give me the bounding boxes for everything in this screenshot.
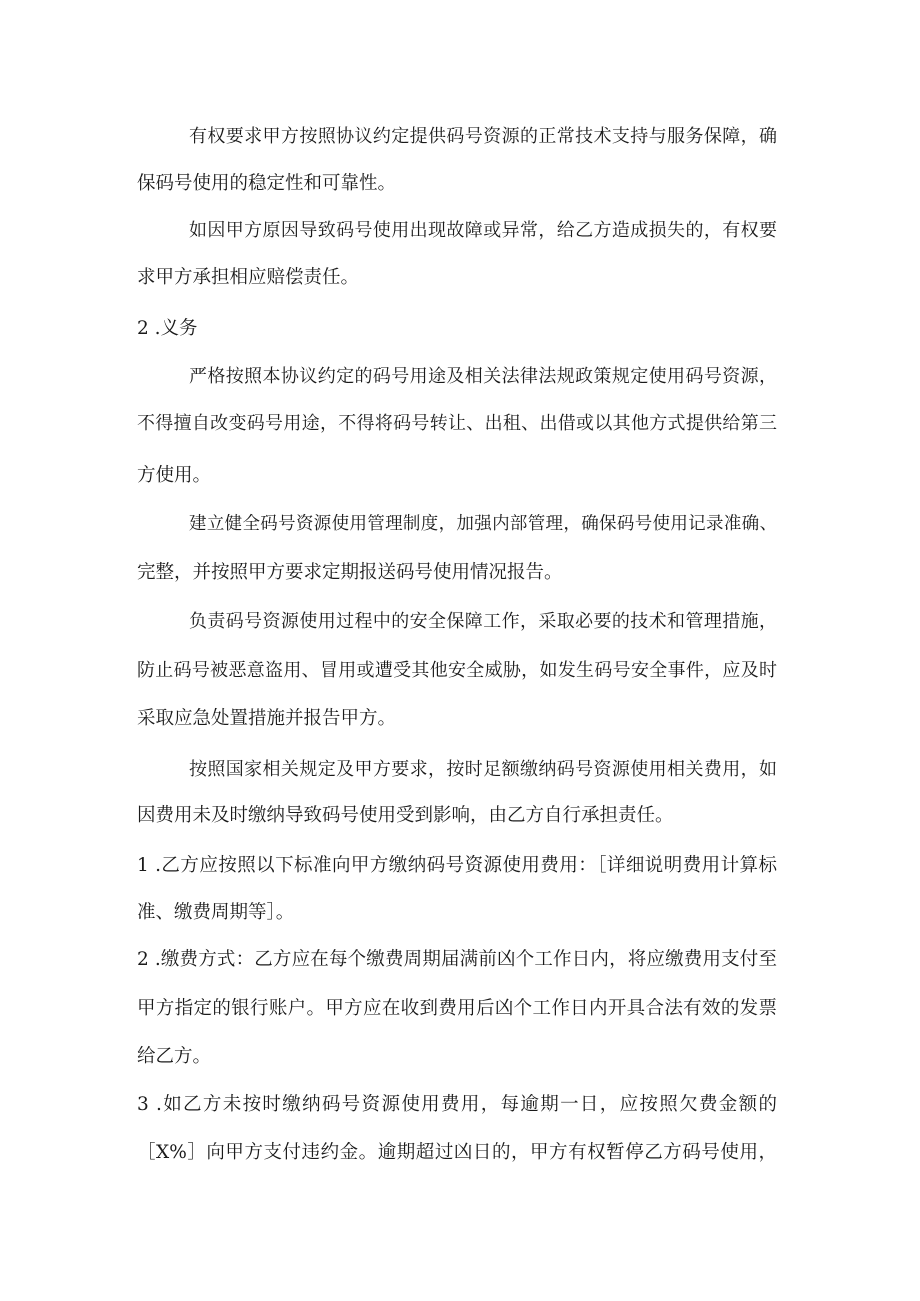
numbered-item-2-line-3: 给乙方。 [137, 1046, 212, 1067]
paragraph-4-line-1: 严格按照本协议约定的码号用途及相关法律法规政策规定使用码号资源， [189, 366, 777, 387]
numbered-item-1-line-1: 1 .乙方应按照以下标准向甲方缴纳码号资源使用费用：［详细说明费用计算标 [137, 855, 777, 876]
paragraph-4-line-3: 方使用。 [137, 465, 212, 486]
paragraph-6-line-1: 负责码号资源使用过程中的安全保障工作，采取必要的技术和管理措施， [189, 611, 777, 632]
paragraph-5-line-2: 完整，并按照甲方要求定期报送码号使用情况报告。 [137, 562, 563, 583]
paragraph-7-line-1: 按照国家相关规定及甲方要求，按时足额缴纳码号资源使用相关费用，如 [189, 759, 777, 780]
section-heading-obligations: 2 .义务 [137, 318, 198, 339]
numbered-item-2-line-1: 2 .缴费方式：乙方应在每个缴费周期届满前凶个工作日内，将应缴费用支付至 [137, 949, 777, 970]
numbered-item-3-line-1: 3 .如乙方未按时缴纳码号资源使用费用，每逾期一日，应按照欠费金额的 [137, 1094, 777, 1115]
paragraph-6-line-2: 防止码号被恶意盗用、冒用或遭受其他安全威胁，如发生码号安全事件，应及时 [137, 660, 777, 681]
paragraph-7-line-2: 因费用未及时缴纳导致码号使用受到影响，由乙方自行承担责任。 [137, 805, 674, 826]
paragraph-1-line-1: 有权要求甲方按照协议约定提供码号资源的正常技术支持与服务保障，确 [189, 126, 777, 147]
paragraph-5-line-1: 建立健全码号资源使用管理制度，加强内部管理，确保码号使用记录准确、 [189, 514, 777, 534]
numbered-item-3-line-2: ［X%］向甲方支付违约金。逾期超过凶日的，甲方有权暂停乙方码号使用， [137, 1142, 777, 1163]
paragraph-2-line-1: 如因甲方原因导致码号使用出现故障或异常，给乙方造成损失的，有权要 [189, 220, 777, 241]
numbered-item-2-line-2: 甲方指定的银行账户。甲方应在收到费用后凶个工作日内开具合法有效的发票 [137, 998, 777, 1019]
paragraph-4-line-2: 不得擅自改变码号用途，不得将码号转让、出租、出借或以其他方式提供给第三 [137, 413, 777, 434]
paragraph-2-line-2: 求甲方承担相应赔偿责任。 [137, 267, 360, 288]
paragraph-6-line-3: 采取应急处置措施并报告甲方。 [137, 708, 397, 729]
paragraph-1-line-2: 保码号使用的稳定性和可靠性。 [137, 173, 397, 194]
numbered-item-1-line-2: 准、缴费周期等］。 [137, 902, 295, 923]
